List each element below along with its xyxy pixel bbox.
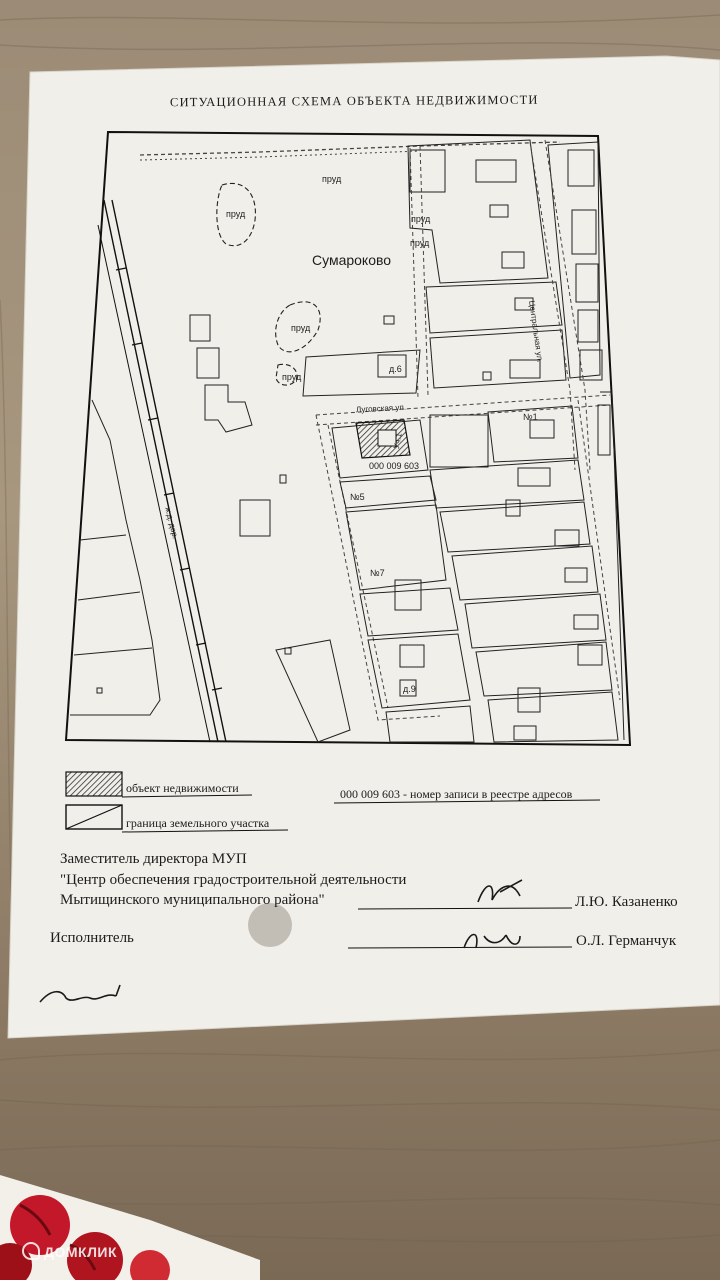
house-number-label: №5: [350, 492, 365, 502]
pond-label: пруд: [291, 323, 311, 333]
executor-label: Исполнитель: [50, 930, 134, 946]
legend-registry-label: 000 009 603 - номер записи в реестре адресов: [340, 787, 573, 801]
domclick-logo-icon: [22, 1242, 40, 1260]
village-label: Сумароково: [312, 252, 392, 268]
ink-smudge: [248, 903, 292, 947]
street-label: Луговская ул.: [355, 402, 407, 415]
pond-label: пруд: [322, 174, 342, 184]
watermark: [22, 1242, 117, 1260]
railway-label: ж.д. дор.: [163, 506, 180, 540]
legend-boundary-label: граница земельного участка: [126, 816, 270, 830]
signatory-name-2: О.Л. Германчук: [576, 933, 677, 949]
house-number-label: д.6: [389, 364, 402, 374]
house-number-label: №1: [523, 412, 538, 422]
pond-label: пруд: [411, 214, 431, 224]
pond-label: пруд: [282, 372, 302, 382]
house-number-label: №7: [370, 568, 385, 578]
signatory-title-line2: "Центр обеспечения градостроительной деятельности: [60, 872, 407, 888]
legend-object-label: объект недвижимости: [126, 781, 239, 795]
registry-number-label: 000 009 603: [369, 461, 420, 471]
plot-label: Уч.1: [392, 432, 404, 450]
street-label: Центральная ул.: [527, 300, 545, 363]
signatory-name-1: Л.Ю. Казаненко: [575, 894, 678, 910]
pond-label: пруд: [410, 238, 430, 248]
pond-label: пруд: [226, 209, 246, 219]
watermark-text: ДОМКЛИК: [44, 1244, 118, 1260]
house-number-label: д.9: [403, 684, 416, 694]
signatory-title-line1: Заместитель директора МУП: [60, 851, 247, 867]
signatory-title-line3: Мытищинского муниципального района": [60, 892, 325, 908]
document-title: СИТУАЦИОННАЯ СХЕМА ОБЪЕКТА НЕДВИЖИМОСТИ: [169, 92, 539, 110]
